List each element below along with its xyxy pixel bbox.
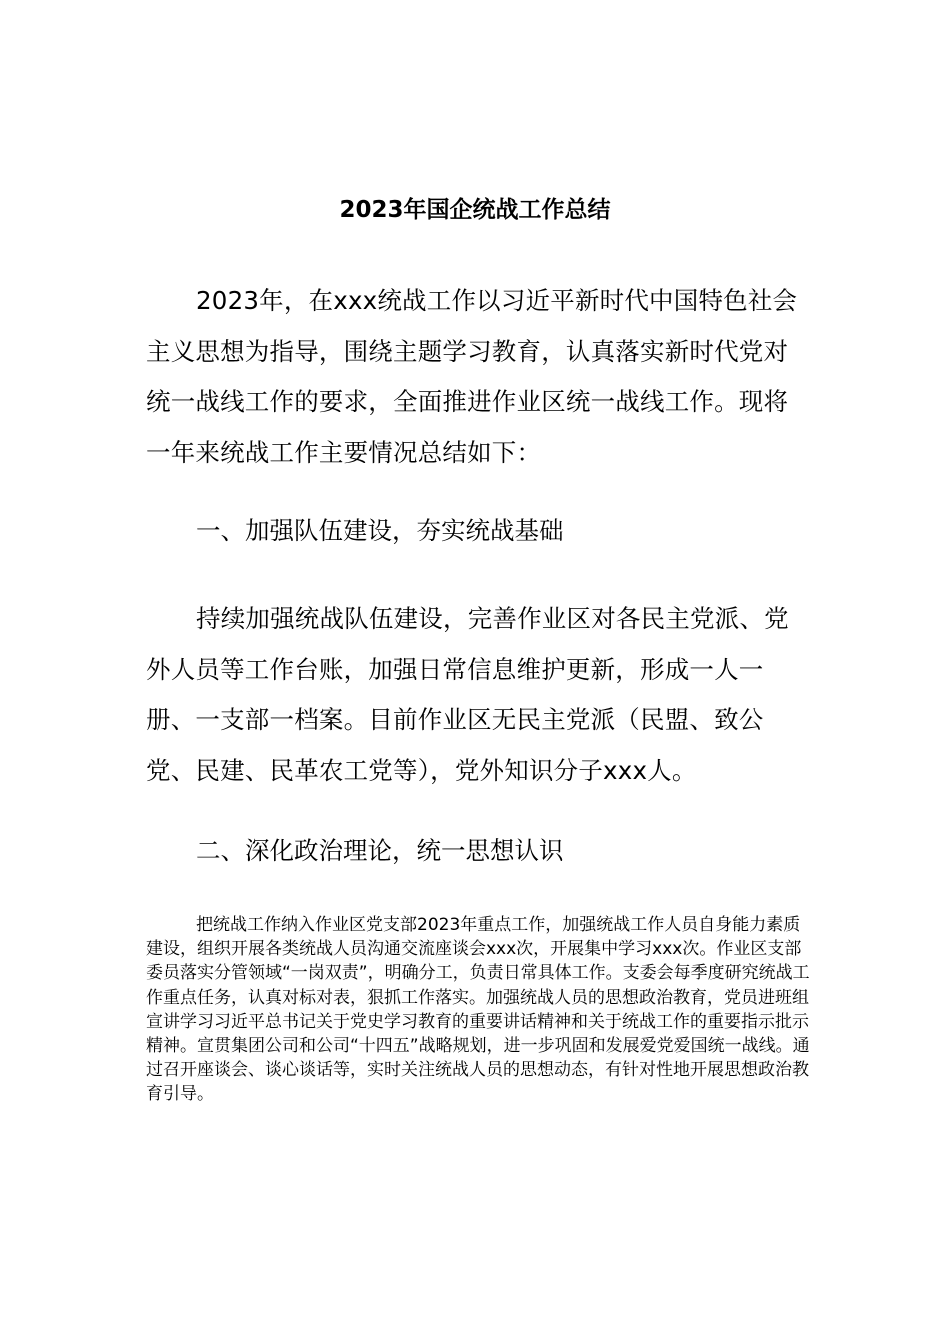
section-body-1: 持续加强统战队伍建设，完善作业区对各民主党派、党外人员等工作台账，加强日常信息维护更新，形成一人一册、一支部一档案。目前作业区无民主党派（民盟、致公党、民建、民革农工党等），党外知识分子xxx人。 [146,604,789,785]
section-heading-1: 一、加强队伍建设，夯实统战基础 [196,516,564,545]
page-title: 2023年国企统战工作总结 [339,197,611,223]
section-body-2: 把统战工作纳入作业区党支部2023年重点工作，加强统战工作人员自身能力素质建设，组织开展各类统战人员沟通交流座谈会xxx次，开展集中学习xxx次。作业区支部委员落实分管领域“一岗双责”，明确分工，负责日常具体工作。支委会每季度研究统战工作重点任务，认真对标对表，狠抓工作落实。加强统战人员的思想政治教育，党员进班组宣讲学习习近平总书记关于党史学习教育的重要讲话精神和关于统战工作的重要指示批示精神。宣贯集团公司和公司“十四五”战略规划，进一步巩固和发展爱党爱国统一战线。通过召开座谈会、谈心谈话等，实时关注统战人员的思想动态，有针对性地开展思想政治教育引导。 [146,915,810,1105]
intro-paragraph: 2023年，在xxx统战工作以习近平新时代中国特色社会主义思想为指导，围绕主题学习教育，认真落实新时代党对统一战线工作的要求，全面推进作业区统一战线工作。现将一年来统战工作主要情况总结如下： [146,286,798,467]
section-heading-2: 二、深化政治理论，统一思想认识 [196,836,564,865]
